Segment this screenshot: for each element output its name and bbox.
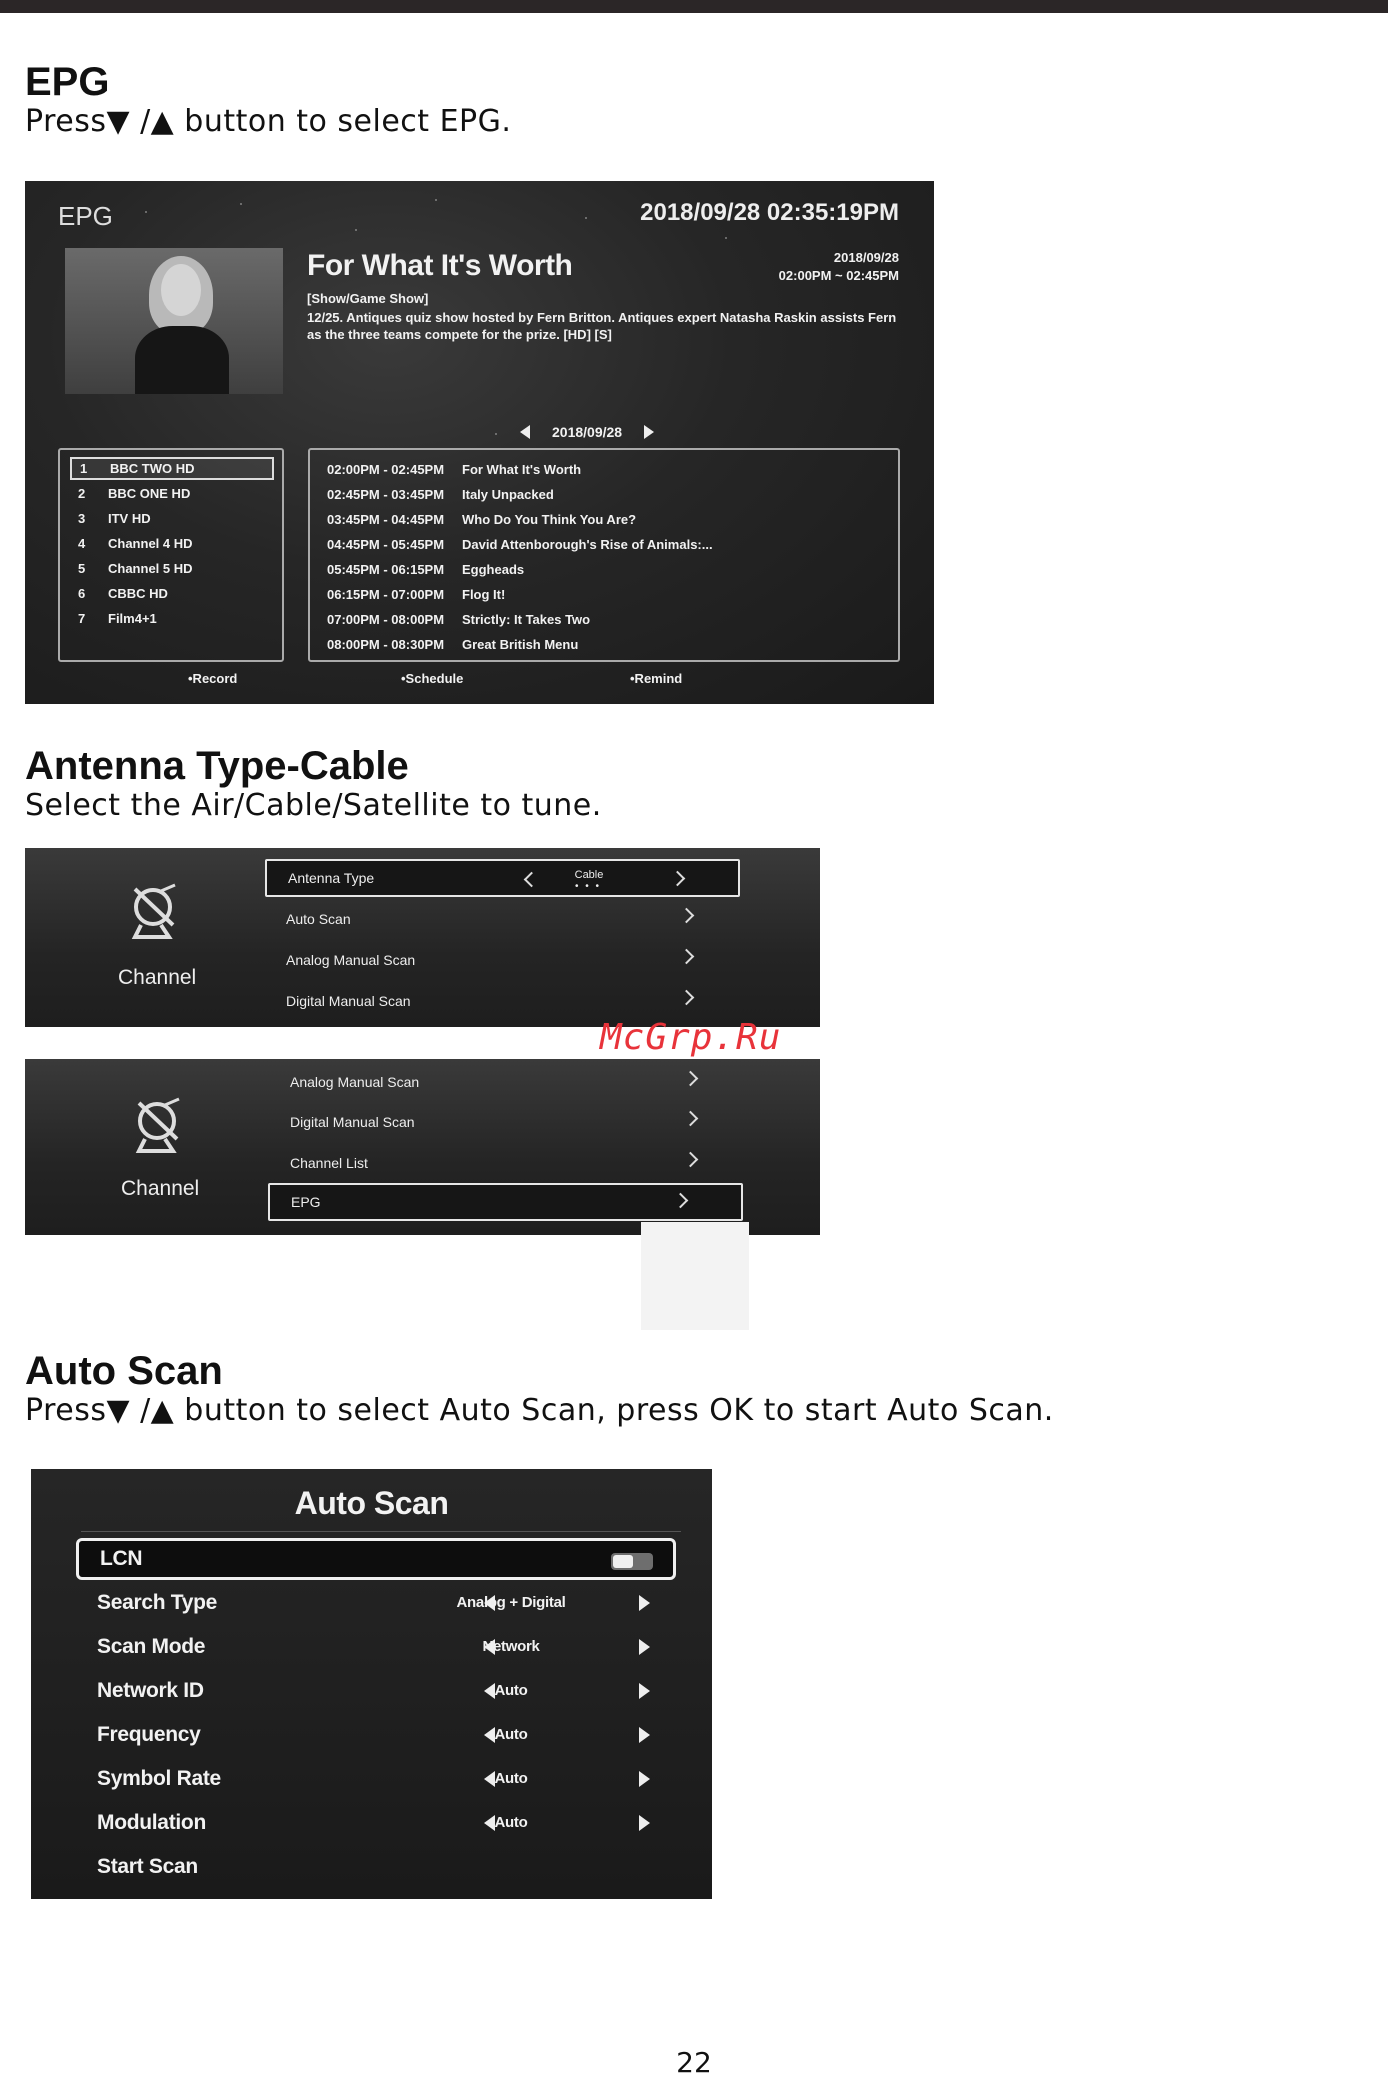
star bbox=[435, 199, 437, 201]
right-arrow-icon[interactable] bbox=[639, 1639, 650, 1655]
satellite-dish-icon bbox=[125, 881, 185, 941]
schedule-row[interactable] bbox=[327, 487, 554, 502]
channel-category-panel bbox=[25, 1059, 265, 1235]
symbol-rate-value: Auto bbox=[494, 1770, 528, 1787]
star bbox=[725, 237, 727, 239]
auto-scan-item[interactable] bbox=[265, 900, 740, 938]
page-number: 22 bbox=[676, 2046, 712, 2075]
menu-item-label: EPG bbox=[291, 1194, 321, 1210]
schedule-row[interactable] bbox=[327, 512, 636, 527]
presenter-face bbox=[161, 264, 201, 316]
channel-item[interactable] bbox=[70, 607, 274, 630]
analog-manual-scan-item[interactable] bbox=[269, 1063, 744, 1101]
schedule-name: Who Do You Think You Are? bbox=[462, 512, 637, 527]
search-type-row[interactable] bbox=[76, 1582, 676, 1624]
schedule-row[interactable] bbox=[327, 612, 590, 627]
antenna-heading: Antenna Type-Cable bbox=[25, 744, 409, 788]
autoscan-heading: Auto Scan bbox=[25, 1349, 223, 1393]
channel-item[interactable] bbox=[70, 557, 274, 580]
row-label: Frequency bbox=[97, 1723, 201, 1746]
schedule-name: David Attenborough's Rise of Animals:... bbox=[462, 537, 713, 552]
auto-scan-title: Auto Scan bbox=[294, 1485, 449, 1521]
modulation-row[interactable] bbox=[76, 1802, 676, 1844]
channel-number: 1 bbox=[80, 461, 88, 476]
menu-item-label: Digital Manual Scan bbox=[286, 993, 411, 1009]
chevron-right-icon bbox=[679, 908, 695, 924]
auto-scan-screenshot bbox=[31, 1469, 712, 1899]
schedule-hint: •Schedule bbox=[401, 671, 464, 686]
scan-mode-row[interactable] bbox=[76, 1626, 676, 1668]
menu-item-label: Channel List bbox=[290, 1155, 368, 1171]
row-label: Modulation bbox=[97, 1811, 206, 1834]
autoscan-instruction: Press▼ /▲ button to select Auto Scan, press OK to start Auto Scan. bbox=[25, 1393, 1054, 1428]
right-arrow-icon[interactable] bbox=[639, 1595, 650, 1611]
channel-label: Channel bbox=[121, 1177, 200, 1200]
channel-list-item[interactable] bbox=[269, 1144, 744, 1182]
schedule-row[interactable] bbox=[327, 537, 713, 552]
menu-item-label: Analog Manual Scan bbox=[286, 952, 416, 968]
epg-heading: EPG bbox=[25, 60, 110, 104]
prev-day-arrow-icon[interactable] bbox=[520, 425, 530, 439]
analog-manual-scan-item[interactable] bbox=[265, 941, 740, 979]
channel-number: 7 bbox=[78, 611, 86, 626]
schedule-time: 04:45PM - 05:45PM bbox=[327, 537, 445, 552]
channel-name: BBC TWO HD bbox=[110, 461, 195, 476]
title-divider bbox=[81, 1531, 681, 1532]
chevron-right-icon[interactable] bbox=[670, 871, 686, 887]
program-schedule-list bbox=[308, 448, 900, 662]
frequency-row[interactable] bbox=[76, 1714, 676, 1756]
channel-number: 4 bbox=[78, 536, 86, 551]
channel-name: ITV HD bbox=[108, 511, 151, 526]
epg-item[interactable] bbox=[268, 1183, 743, 1221]
remind-hint: •Remind bbox=[630, 671, 683, 686]
epg-clock: 2018/09/28 02:35:19PM bbox=[640, 199, 899, 226]
channel-menu-epg bbox=[25, 1059, 820, 1235]
chevron-left-icon[interactable] bbox=[524, 872, 540, 888]
program-date: 2018/09/28 bbox=[833, 250, 899, 265]
schedule-name: Italy Unpacked bbox=[462, 487, 554, 502]
program-datetime bbox=[779, 249, 899, 285]
menu-item-label: Auto Scan bbox=[286, 911, 351, 927]
star bbox=[355, 229, 357, 231]
program-time: 02:00PM ~ 02:45PM bbox=[778, 268, 899, 283]
menu-item-label: Antenna Type bbox=[288, 870, 375, 886]
date-navigator[interactable] bbox=[520, 424, 654, 440]
antenna-instruction: Select the Air/Cable/Satellite to tune. bbox=[25, 788, 602, 823]
schedule-time: 05:45PM - 06:15PM bbox=[327, 562, 445, 577]
schedule-time: 02:00PM - 02:45PM bbox=[327, 462, 445, 477]
presenter-body bbox=[135, 326, 229, 394]
toggle-knob bbox=[613, 1555, 633, 1568]
modulation-value: Auto bbox=[494, 1814, 528, 1831]
watermark: McGrp.Ru bbox=[600, 1017, 782, 1058]
chevron-right-icon bbox=[683, 1111, 699, 1127]
search-type-value: Analog + Digital bbox=[456, 1594, 566, 1611]
channel-name: Film4+1 bbox=[108, 611, 157, 626]
schedule-time: 02:45PM - 03:45PM bbox=[327, 487, 445, 502]
program-preview-thumbnail bbox=[65, 248, 283, 394]
schedule-row[interactable] bbox=[327, 462, 581, 477]
chevron-right-icon bbox=[683, 1071, 699, 1087]
row-label: LCN bbox=[100, 1547, 143, 1570]
chevron-right-icon bbox=[679, 990, 695, 1006]
start-scan-button[interactable] bbox=[76, 1846, 676, 1888]
epg-title: EPG bbox=[58, 201, 113, 231]
lcn-row[interactable] bbox=[76, 1538, 676, 1580]
digital-manual-scan-item[interactable] bbox=[269, 1103, 744, 1141]
schedule-name: Strictly: It Takes Two bbox=[462, 612, 591, 627]
menu-item-label: Analog Manual Scan bbox=[290, 1074, 420, 1090]
schedule-time: 07:00PM - 08:00PM bbox=[327, 612, 445, 627]
channel-list bbox=[58, 448, 284, 662]
antenna-type-option[interactable] bbox=[265, 859, 740, 897]
schedule-row[interactable] bbox=[327, 637, 578, 652]
chevron-right-icon bbox=[673, 1193, 689, 1209]
channel-item[interactable] bbox=[70, 582, 274, 605]
blank-placeholder bbox=[641, 1222, 749, 1330]
right-arrow-icon[interactable] bbox=[639, 1683, 650, 1699]
channel-name: BBC ONE HD bbox=[108, 486, 191, 501]
program-title: For What It's Worth bbox=[307, 249, 573, 282]
channel-number: 6 bbox=[78, 586, 86, 601]
channel-number: 5 bbox=[78, 561, 86, 576]
schedule-time: 06:15PM - 07:00PM bbox=[327, 587, 445, 602]
right-arrow-icon[interactable] bbox=[639, 1771, 650, 1787]
schedule-time: 08:00PM - 08:30PM bbox=[327, 637, 445, 652]
right-arrow-icon[interactable] bbox=[639, 1727, 650, 1743]
right-arrow-icon[interactable] bbox=[639, 1815, 650, 1831]
network-id-row[interactable] bbox=[76, 1670, 676, 1712]
row-label: Symbol Rate bbox=[97, 1767, 221, 1790]
channel-item[interactable] bbox=[70, 457, 274, 480]
chevron-right-icon bbox=[679, 949, 695, 965]
record-hint: •Record bbox=[188, 671, 238, 686]
network-id-value: Auto bbox=[494, 1682, 528, 1699]
row-label: Network ID bbox=[97, 1679, 204, 1702]
star bbox=[145, 211, 147, 213]
epg-instruction: Press▼ /▲ button to select EPG. bbox=[25, 104, 512, 139]
channel-category-panel bbox=[25, 848, 265, 1027]
schedule-row[interactable] bbox=[327, 562, 524, 577]
channel-name: Channel 5 HD bbox=[108, 561, 193, 576]
program-genre: [Show/Game Show] bbox=[307, 291, 429, 306]
program-description: 12/25. Antiques quiz show hosted by Fern Britton. Antiques expert Natasha Raskin assists Fern as the three teams compete for the prize. [HD] [S] bbox=[307, 310, 897, 342]
nav-date: 2018/09/28 bbox=[552, 424, 623, 440]
schedule-time: 03:45PM - 04:45PM bbox=[327, 512, 445, 527]
row-label: Search Type bbox=[97, 1591, 218, 1614]
chevron-right-icon bbox=[683, 1152, 699, 1168]
row-label: Scan Mode bbox=[97, 1635, 206, 1658]
channel-number: 2 bbox=[78, 486, 86, 501]
channel-label: Channel bbox=[118, 966, 197, 989]
frequency-value: Auto bbox=[494, 1726, 528, 1743]
digital-manual-scan-item[interactable] bbox=[265, 982, 740, 1020]
satellite-dish-icon bbox=[129, 1095, 189, 1155]
star bbox=[495, 433, 497, 435]
schedule-name: Eggheads bbox=[462, 562, 525, 577]
channel-number: 3 bbox=[78, 511, 86, 526]
symbol-rate-row[interactable] bbox=[76, 1758, 676, 1800]
lcn-toggle[interactable] bbox=[611, 1553, 653, 1570]
scan-mode-value: Network bbox=[482, 1638, 540, 1655]
star bbox=[240, 203, 242, 205]
schedule-name: For What It's Worth bbox=[462, 462, 582, 477]
antenna-type-value: Cable bbox=[574, 869, 604, 881]
schedule-row[interactable] bbox=[327, 587, 505, 602]
menu-item-label: Digital Manual Scan bbox=[290, 1114, 415, 1130]
option-dots: • • • bbox=[575, 881, 602, 892]
channel-name: Channel 4 HD bbox=[108, 536, 193, 551]
channel-name: CBBC HD bbox=[108, 586, 168, 601]
star bbox=[585, 217, 587, 219]
top-bar bbox=[0, 0, 1388, 13]
channel-item[interactable] bbox=[70, 507, 274, 530]
schedule-name: Great British Menu bbox=[462, 637, 579, 652]
channel-item[interactable] bbox=[70, 482, 274, 505]
row-label: Start Scan bbox=[97, 1855, 198, 1878]
channel-menu-antenna bbox=[25, 848, 820, 1027]
epg-screenshot bbox=[25, 181, 934, 704]
next-day-arrow-icon[interactable] bbox=[644, 425, 654, 439]
channel-item[interactable] bbox=[70, 532, 274, 555]
schedule-name: Flog It! bbox=[462, 587, 506, 602]
